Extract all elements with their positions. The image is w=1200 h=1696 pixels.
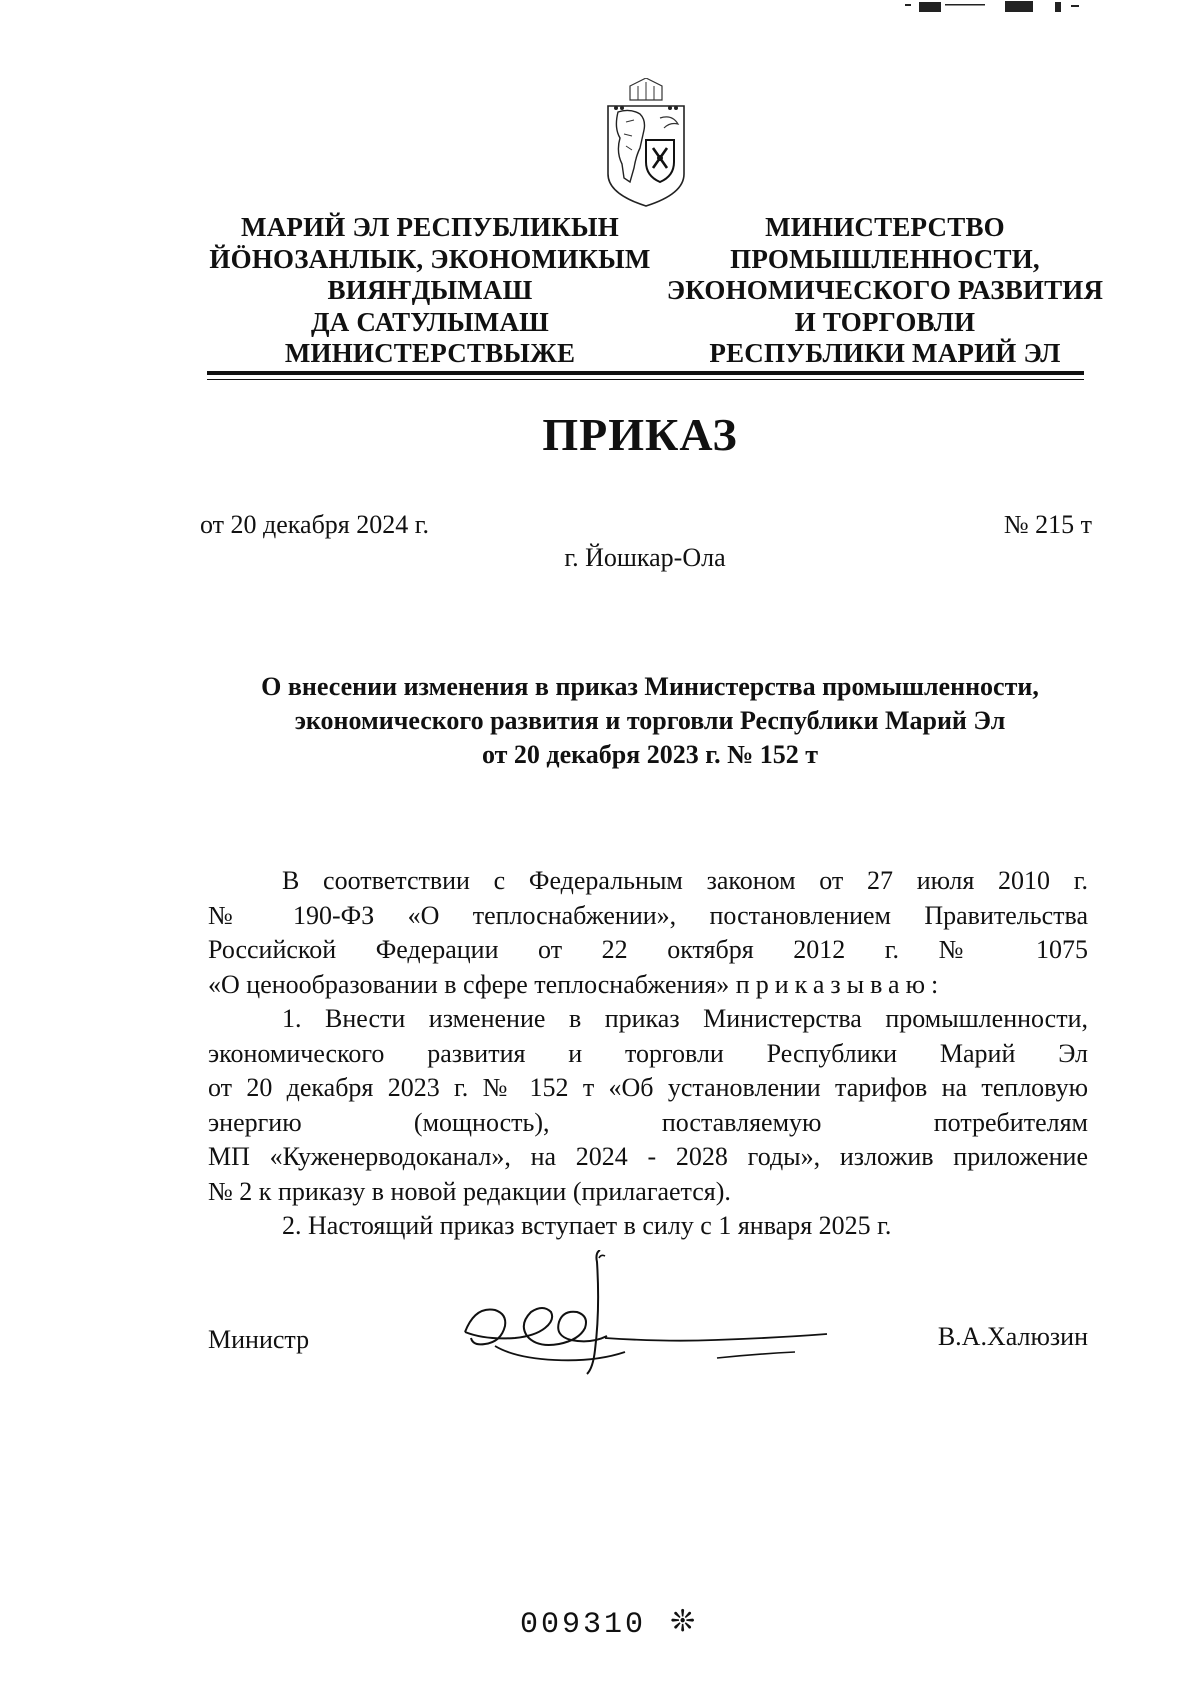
body-line: 2. Настоящий приказ вступает в силу с 1 января 2025 г. xyxy=(282,1211,892,1240)
handwritten-signature xyxy=(455,1250,915,1400)
coat-of-arms-emblem xyxy=(600,78,692,210)
header-russian-line: МИНИСТЕРСТВО xyxy=(765,212,1005,242)
body-line: № 190-ФЗ «О теплоснабжении», постановлением Правительства xyxy=(208,900,1088,930)
signer-role: Министр xyxy=(208,1325,310,1354)
header-divider-thick xyxy=(207,371,1084,375)
snowflake-icon: ❊ xyxy=(670,1604,696,1639)
subject-line: О внесении изменения в приказ Министерства промышленности, xyxy=(261,672,1039,701)
document-city: г. Йошкар-Ола xyxy=(564,543,726,572)
header-russian-line: И ТОРГОВЛИ xyxy=(794,306,976,337)
subject-line: от 20 декабря 2023 г. № 152 т xyxy=(481,740,818,769)
body-line: 1. Внести изменение в приказ Министерства промышленности, xyxy=(282,1004,1088,1033)
body-line: экономического развития и торговли Республики Марий Эл xyxy=(208,1038,1088,1068)
registration-number: 009310 xyxy=(520,1608,647,1642)
body-line xyxy=(208,968,1088,1003)
signer-name: В.А.Халюзин xyxy=(937,1322,1088,1351)
header-marij-line: ДА САТУЛЫМАШ xyxy=(310,306,550,337)
header-marij-line: ВИЯҤДЫМАШ xyxy=(327,275,533,305)
header-marij-line: МАРИЙ ЭЛ РЕСПУБЛИКЫН xyxy=(241,212,619,242)
body-line: В соответствии с Федеральным законом от 27 июля 2010 г. xyxy=(282,866,1088,895)
subject-line: экономического развития и торговли Республики Марий Эл xyxy=(294,706,1006,735)
body-line-text: «О ценообразовании в сфере теплоснабжения» xyxy=(208,969,736,999)
body-line: № 2 к приказу в новой редакции (прилагается). xyxy=(208,1176,731,1206)
body-line: МП «Куженерводоканал», на 2024 - 2028 годы», изложив приложение xyxy=(208,1142,1088,1171)
header-russian-line: ЭКОНОМИЧЕСКОГО РАЗВИТИЯ xyxy=(666,275,1104,305)
scan-artifact xyxy=(905,0,1085,14)
body-line: энергию (мощность), поставляемую потребителям xyxy=(208,1107,1088,1137)
header-divider-thin xyxy=(207,379,1084,380)
document-date: от 20 декабря 2024 г. xyxy=(200,510,429,539)
body-line: от 20 декабря 2023 г. № 152 т «Об установлении тарифов на тепловую xyxy=(208,1073,1088,1102)
document-body xyxy=(208,864,1088,1244)
document-subject xyxy=(215,670,1085,772)
body-line: Российской Федерации от 22 октября 2012 г. № 1075 xyxy=(208,935,1088,964)
header-russian xyxy=(650,212,1120,370)
header-marij xyxy=(200,212,660,370)
order-word: приказываю: xyxy=(735,969,945,999)
document-number: № 215 т xyxy=(1003,510,1092,539)
header-marij-line: ЙӦНОЗАНЛЫК, ЭКОНОМИКЫМ xyxy=(209,243,651,274)
document-title: ПРИКАЗ xyxy=(542,409,738,460)
header-russian-line: РЕСПУБЛИКИ МАРИЙ ЭЛ xyxy=(709,338,1061,368)
header-russian-line: ПРОМЫШЛЕННОСТИ, xyxy=(730,243,1040,274)
header-marij-line: МИНИСТЕРСТВЫЖЕ xyxy=(284,338,576,368)
